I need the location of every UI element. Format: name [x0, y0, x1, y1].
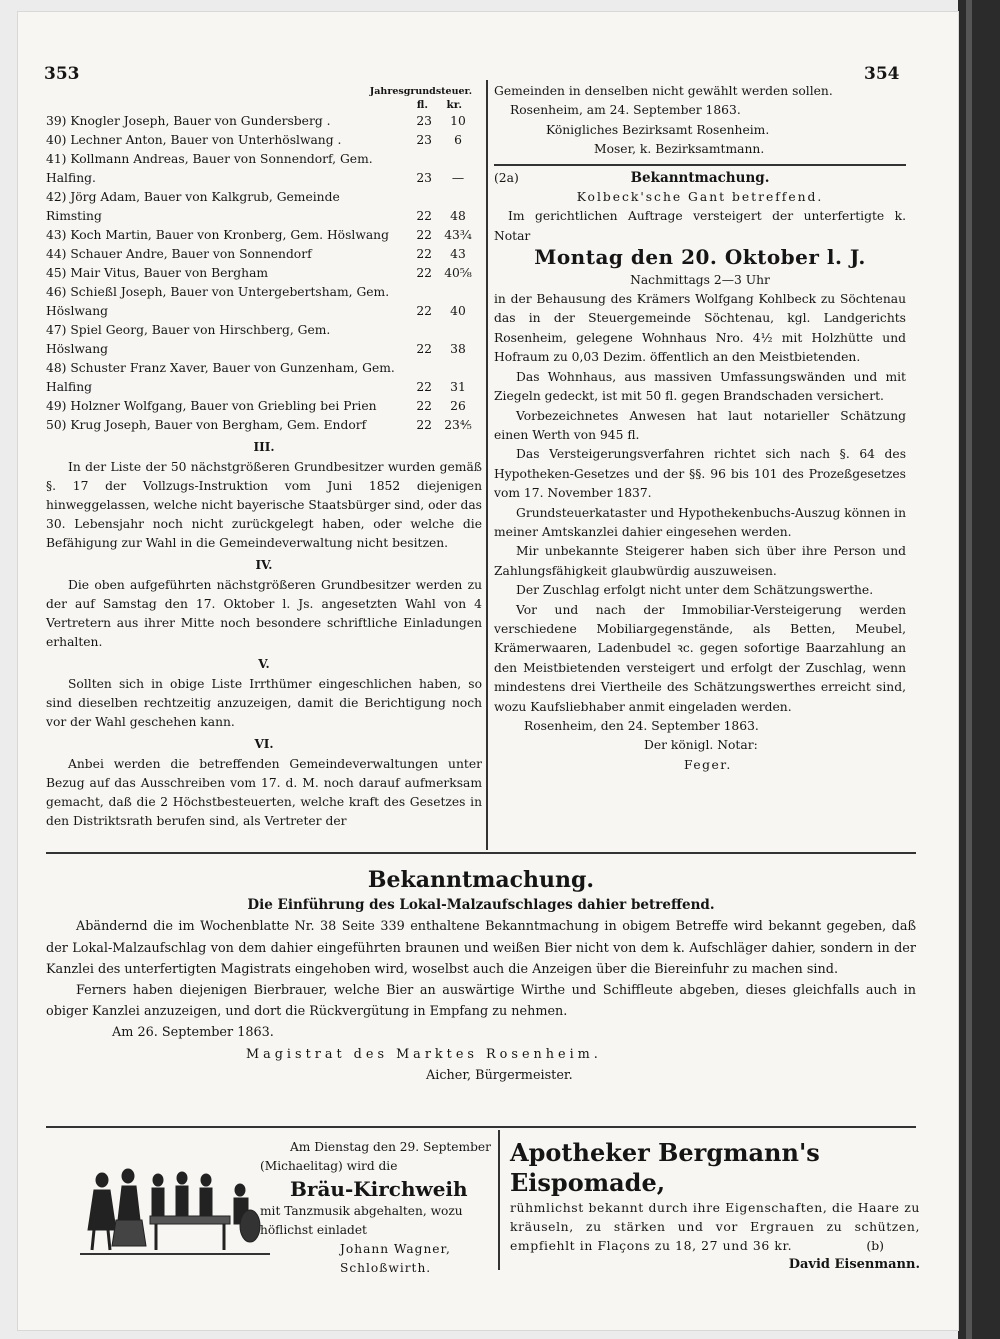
landowner-name: 42) Jörg Adam, Bauer von Kalkgrub, Gemeinde Rimsting [46, 190, 340, 223]
left-column [46, 82, 482, 831]
landowner-entry [46, 397, 482, 416]
kirchweih-text [260, 1138, 500, 1278]
prev-notice-line: Gemeinden in denselben nicht gewählt werden sollen. [494, 84, 833, 98]
tax-header [46, 82, 482, 112]
landowner-entry [46, 131, 482, 150]
tax-fl: 22 [416, 342, 432, 356]
binding-edge [958, 0, 1000, 1339]
landowner-name: 39) Knogler Joseph, Bauer von Gundersberg . [46, 114, 331, 128]
auction-date: Montag den 20. Oktober l. J. [534, 245, 866, 270]
malt-notice-signer: Aicher, Bürgermeister. [426, 1067, 573, 1083]
tax-kr: 31 [450, 380, 466, 394]
notice-separator [494, 164, 906, 166]
kirchweih-signer: Johann Wagner, Schloßwirth. [340, 1242, 451, 1275]
malt-notice-date: Am 26. September 1863. [112, 1025, 274, 1041]
tax-kr: 38 [450, 342, 466, 356]
previous-notice-end [494, 82, 906, 160]
tax-kr: 43¾ [444, 228, 472, 242]
page-number-left: 353 [44, 64, 80, 84]
tax-fl: 23 [416, 114, 432, 128]
tax-kr: 40 [450, 304, 466, 318]
landowner-name: 49) Holzner Wolfgang, Bauer von Griebling bei Prien [46, 399, 377, 413]
tax-fl: 23 [416, 171, 432, 185]
landowner-entry [46, 359, 482, 397]
malt-notice-paragraphs [46, 916, 916, 1022]
kirchweih-line2: (Michaelitag) wird die [260, 1159, 398, 1173]
eispomade-signer: David Eisenmann. [788, 1257, 920, 1272]
section-text: Anbei werden die betreffenden Gemeindeverwaltungen unter Bezug auf das Ausschreiben vom 17. d. M. noch darauf aufmerksam gemacht, daß die 2 Höchstbesteuerten, welche kraft des Gesetzes in den Distriktsrath berufen sind, als Vertreter der [46, 757, 482, 828]
eispomade-title: Apotheker Bergmann's Eispomade, [510, 1138, 820, 1197]
landowner-name: 46) Schießl Joseph, Bauer von Untergebertsham, Gem. Höslwang [46, 285, 390, 318]
landowner-name: 50) Krug Joseph, Bauer von Bergham, Gem. Endorf [46, 418, 367, 432]
tax-header-title: Jahresgrundsteuer. [369, 86, 472, 97]
tax-fl: 22 [416, 209, 432, 223]
prev-notice-signer: Moser, k. Bezirksamtmann. [594, 142, 765, 157]
tax-kr: 26 [450, 399, 466, 413]
landowner-entry [46, 245, 482, 264]
ads-rule [46, 1126, 916, 1128]
notary-title: Der königl. Notar: [644, 738, 758, 753]
eispomade-mark: (b) [866, 1238, 884, 1253]
landowner-entry [46, 321, 482, 359]
section-text: In der Liste der 50 nächstgrößeren Grundbesitzer wurden gemäß §. 17 der Vollzugs-Instruktion vom Juni 1852 diejenigen hinweggelassen, welche nicht bayerische Staatsbürger sind, oder das 30. Lebensjahr noch nicht zurückgelegt haben, oder welche die Befähigung zur Wahl in die Gemeindeverwaltung nicht besitzen. [46, 460, 482, 550]
auction-paragraph: Das Wohnhaus, aus massiven Umfassungswänden und mit Ziegeln gedeckt, ist mit 50 fl. gegen Brandschaden versichert. [494, 369, 906, 404]
landowner-name: 45) Mair Vitus, Bauer von Bergham [46, 266, 269, 280]
tax-fl: 22 [416, 228, 432, 242]
tax-fl: 23 [416, 133, 432, 147]
tax-fl: 22 [416, 418, 432, 432]
tax-fl: 22 [416, 266, 432, 280]
tax-fl: 22 [416, 247, 432, 261]
auction-paragraph: Das Versteigerungsverfahren richtet sich nach §. 64 des Hypotheken-Gesetzes und der §§. 96 bis 101 des Prozeßgesetzes vom 17. November 1837. [494, 447, 906, 501]
kirchweih-line3: mit Tanzmusik abgehalten, wozu [260, 1204, 463, 1218]
prev-notice-dateline: Rosenheim, am 24. September 1863. [510, 103, 741, 118]
tax-kr: — [451, 171, 465, 185]
auction-time: Nachmittags 2—3 Uhr [630, 272, 770, 287]
landowner-entry [46, 112, 482, 131]
notice-sections [46, 438, 482, 831]
tax-kr: 43 [450, 247, 466, 261]
malt-notice-title: Bekanntmachung. [367, 867, 595, 893]
tax-header-kr: kr. [446, 99, 462, 111]
tax-kr: 10 [450, 114, 466, 128]
tax-fl: 22 [416, 304, 432, 318]
landowner-name: 47) Spiel Georg, Bauer von Hirschberg, Gem. Höslwang [46, 323, 331, 356]
page-number-right: 354 [864, 64, 900, 84]
auction-paragraph: Der Zuschlag erfolgt nicht unter dem Schätzungswerthe. [516, 583, 874, 598]
dancing-people-illustration [80, 1150, 270, 1260]
kirchweih-headline: Bräu-Kirchweih [290, 1177, 468, 1201]
malt-notice-paragraph: Abändernd die im Wochenblatte Nr. 38 Seite 339 enthaltene Bekanntmachung in obigem Betreffe wird bekannt gegeben, daß der Lokal-Malzaufschlag von dem dahier eingeführten braunen und weißen Bier nicht von dem k. Aufschläger dahier, sondern in der Kanzlei des unterfertigten Magistrats eingehoben wird, woselbst auch die Anzeigen über die Biereinfuhr zu machen sind. [46, 919, 916, 977]
landowner-name: 48) Schuster Franz Xaver, Bauer von Gunzenham, Gem. Halfing [46, 361, 395, 394]
auction-paragraphs [494, 290, 906, 717]
landowner-entry [46, 188, 482, 226]
tax-kr: 23⅘ [444, 418, 472, 432]
landowner-entry [46, 226, 482, 245]
section-label: III. [253, 440, 275, 454]
auction-paragraph: Grundsteuerkataster und Hypothekenbuchs-Auszug können in meiner Amtskanzlei dahier eingesehen werden. [494, 505, 906, 539]
tax-fl: 22 [416, 380, 432, 394]
tax-header-fl: fl. [416, 99, 428, 111]
tax-kr: 6 [454, 133, 462, 147]
tax-kr: 48 [450, 209, 466, 223]
eispomade-text: rühmlichst bekannt durch ihre Eigenschaften, die Haare zu kräuseln, zu stärken und vor Ergrauen zu schützen, empfiehlt in Flaçons zu 18, 27 und 36 kr. [510, 1200, 920, 1253]
prev-notice-authority: Königliches Bezirksamt Rosenheim. [546, 122, 770, 137]
kirchweih-ad [80, 1138, 500, 1275]
malt-notice-paragraph: Ferners haben diejenigen Bierbrauer, welche Bier an auswärtige Wirthe und Schiffleute abgeben, dieses gleichfalls auch in obiger Kanzlei anzuzeigen, und dort die Rückvergütung in Empfang zu nehmen. [46, 983, 916, 1020]
auction-place-date: Rosenheim, den 24. September 1863. [524, 719, 759, 733]
notice-auction [494, 169, 906, 776]
tax-fl: 22 [416, 399, 432, 413]
notice-subtitle: Kolbeck'sche Gant betreffend. [576, 190, 824, 205]
section-label: VI. [254, 737, 274, 751]
section-label: IV. [255, 558, 273, 572]
notice-number: (2a) [494, 170, 519, 185]
kirchweih-line4: höflichst einladet [260, 1223, 367, 1237]
landowner-list [46, 112, 482, 435]
landowner-entry [46, 264, 482, 283]
landowner-entry [46, 283, 482, 321]
column-divider [486, 80, 488, 850]
malt-notice-issuer: Magistrat des Marktes Rosenheim. [246, 1046, 602, 1062]
auction-paragraph: Vorbezeichnetes Anwesen hat laut notarieller Schätzung einen Werth von 945 fl. [494, 408, 906, 442]
notary-signer: Feger. [684, 757, 732, 772]
right-column [494, 82, 906, 775]
section-rule [46, 852, 916, 854]
ads-divider [498, 1130, 500, 1270]
tax-kr: 40⅝ [444, 266, 472, 280]
section-text: Die oben aufgeführten nächstgrößeren Grundbesitzer werden zu der auf Samstag den 17. Oktober l. Js. angesetzten Wahl von 4 Vertretern aus ihrer Mitte noch besondere schriftliche Einladungen erhalten. [46, 578, 482, 649]
auction-paragraph: in der Behausung des Krämers Wolfgang Kohlbeck zu Söchtenau das in der Steuergemeinde Söchtenau, kgl. Landgerichts Rosenheim, gelegene Wohnhaus Nro. 4½ mit Holzhütte und Hofraum zu 0,03 Dezim. öffentlich an den Meistbietenden. [494, 292, 906, 365]
notice-title: Bekanntmachung. [630, 169, 770, 186]
landowner-name: 44) Schauer Andre, Bauer von Sonnendorf [46, 247, 312, 261]
landowner-name: 43) Koch Martin, Bauer von Kronberg, Gem. Höslwang [46, 228, 389, 242]
notice-intro: Im gerichtlichen Auftrage versteigert der unterfertigte k. Notar [494, 209, 906, 243]
malt-notice-subtitle: Die Einführung des Lokal-Malzaufschlages dahier betreffend. [247, 897, 715, 914]
kirchweih-line1: Am Dienstag den 29. September [290, 1140, 491, 1154]
landowner-entry [46, 150, 482, 188]
malt-tax-notice [46, 867, 916, 1086]
landowner-entry [46, 416, 482, 435]
section-label: V. [258, 657, 270, 671]
eispomade-ad [510, 1138, 920, 1272]
section-text: Sollten sich in obige Liste Irrthümer eingeschlichen haben, so sind dieselben rechtzeitig anzuzeigen, damit die Berichtigung noch vor der Wahl geschehen kann. [46, 677, 482, 729]
auction-paragraph: Mir unbekannte Steigerer haben sich über ihre Person und Zahlungsfähigkeit glaubwürdig auszuweisen. [494, 544, 906, 578]
landowner-name: 41) Kollmann Andreas, Bauer von Sonnendorf, Gem. Halfing. [46, 152, 373, 185]
auction-paragraph: Vor und nach der Immobiliar-Versteigerung werden verschiedene Mobiliargegenstände, als Betten, Meubel, Krämerwaaren, Ladenbudel ꝛc. gegen sofortige Baarzahlung an den Meistbietenden versteigert und erfolgt der Zuschlag, wenn mindestens drei Viertheile des Schätzungswerthes erreicht sind, wozu Kaufsliebhaber anmit eingeladen werden. [494, 602, 906, 714]
landowner-name: 40) Lechner Anton, Bauer von Unterhöslwang . [46, 133, 342, 147]
